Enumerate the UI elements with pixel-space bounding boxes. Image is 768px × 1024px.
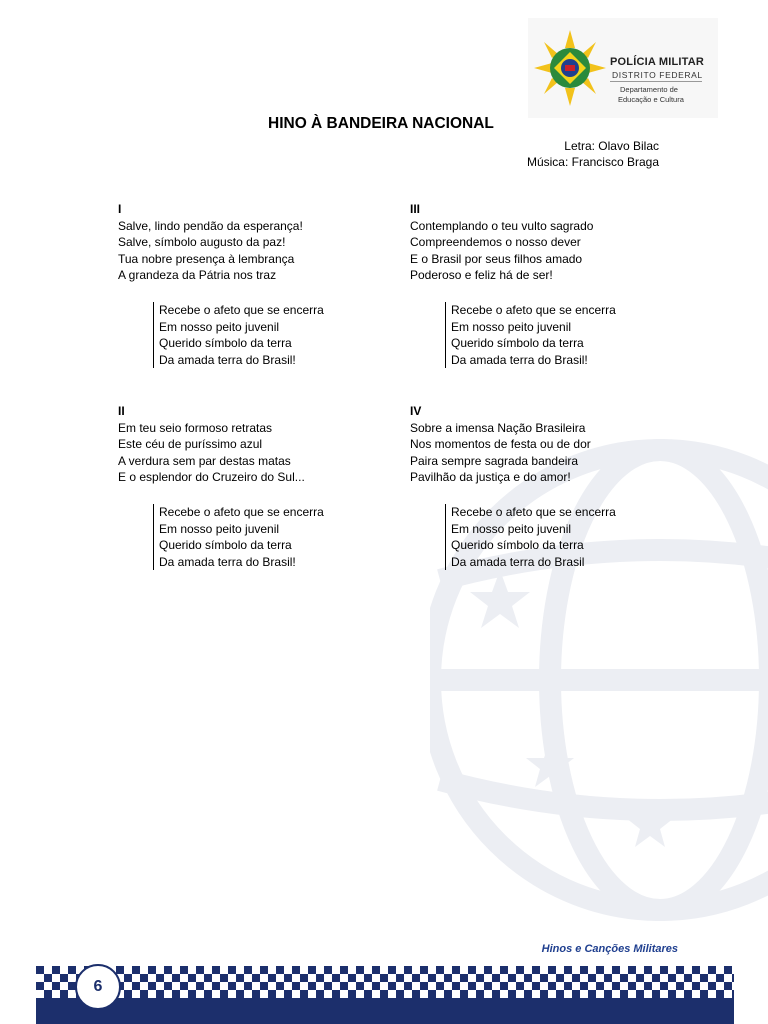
logo-sub-name: DISTRITO FEDERAL xyxy=(612,70,703,80)
pmdf-emblem-icon xyxy=(534,30,606,106)
credits xyxy=(527,138,659,170)
refrain-2 xyxy=(153,504,324,570)
stanza-2 xyxy=(118,403,305,486)
verse-line: Contemplando o teu vulto sagrado xyxy=(410,218,594,233)
logo-dept-line2: Educação e Cultura xyxy=(618,95,684,104)
verse-line: Em teu seio formoso retratas xyxy=(118,420,273,435)
refrain-line: Querido símbolo da terra xyxy=(159,336,292,350)
refrain-1 xyxy=(153,302,324,368)
verse-line: Nos momentos de festa ou de dor xyxy=(410,437,591,451)
refrain-3 xyxy=(445,302,616,368)
logo-dept-line1: Departamento de xyxy=(620,85,678,94)
refrain-line: Querido símbolo da terra xyxy=(451,538,584,552)
refrain-line: Querido símbolo da terra xyxy=(451,336,584,350)
stanza-4 xyxy=(410,403,591,486)
refrain-line: Em nosso peito juvenil xyxy=(159,521,280,536)
page-title: HINO À BANDEIRA NACIONAL xyxy=(268,115,494,132)
verse-line: Compreendemos o nosso dever xyxy=(410,235,581,249)
refrain-line: Recebe o afeto que se encerra xyxy=(451,505,616,519)
lyrics-credit: Letra: Olavo Bilac xyxy=(564,139,659,153)
verse-line: Salve, símbolo augusto da paz! xyxy=(118,235,286,249)
verse-line: E o esplendor do Cruzeiro do Sul... xyxy=(118,470,305,484)
music-credit: Música: Francisco Braga xyxy=(526,155,659,169)
refrain-line: Em nosso peito juvenil xyxy=(451,319,572,334)
verse-line: Salve, lindo pendão da esperança! xyxy=(118,218,303,233)
footer-book-title: Hinos e Canções Militares xyxy=(541,943,678,955)
logo-org-name: POLÍCIA MILITAR xyxy=(610,56,705,68)
refrain-line: Da amada terra do Brasil! xyxy=(159,554,296,569)
stanza-numeral: II xyxy=(118,404,125,418)
logo-divider xyxy=(610,81,702,82)
checkered-footer-band xyxy=(36,966,734,1024)
stanza-numeral: IV xyxy=(410,404,422,418)
pmdf-logo xyxy=(528,18,718,118)
stanza-numeral: III xyxy=(410,202,421,216)
verse-line: Este céu de puríssimo azul xyxy=(118,437,263,451)
page-number: 6 xyxy=(75,964,121,1010)
refrain-line: Da amada terra do Brasil! xyxy=(451,352,588,367)
refrain-line: Querido símbolo da terra xyxy=(159,538,292,552)
verse-line: Pavilhão da justiça e do amor! xyxy=(410,470,571,484)
refrain-line: Em nosso peito juvenil xyxy=(159,319,280,334)
refrain-line: Recebe o afeto que se encerra xyxy=(159,505,324,519)
verse-line: A verdura sem par destas matas xyxy=(118,453,291,468)
refrain-line: Recebe o afeto que se encerra xyxy=(451,303,616,317)
refrain-line: Da amada terra do Brasil! xyxy=(159,352,296,367)
verse-line: A grandeza da Pátria nos traz xyxy=(118,268,277,282)
verse-line: Poderoso e feliz há de ser! xyxy=(410,268,553,282)
verse-line: Sobre a imensa Nação Brasileira xyxy=(410,420,586,435)
stanza-numeral: I xyxy=(118,202,122,216)
stanza-3 xyxy=(410,201,593,284)
refrain-line: Da amada terra do Brasil xyxy=(451,554,585,569)
refrain-line: Recebe o afeto que se encerra xyxy=(159,303,324,317)
refrain-4 xyxy=(445,504,616,570)
stanza-1 xyxy=(118,201,303,284)
refrain-line: Em nosso peito juvenil xyxy=(451,521,572,536)
verse-line: Tua nobre presença à lembrança xyxy=(118,251,295,266)
verse-line: E o Brasil por seus filhos amado xyxy=(410,251,583,266)
verse-line: Paira sempre sagrada bandeira xyxy=(410,453,579,468)
